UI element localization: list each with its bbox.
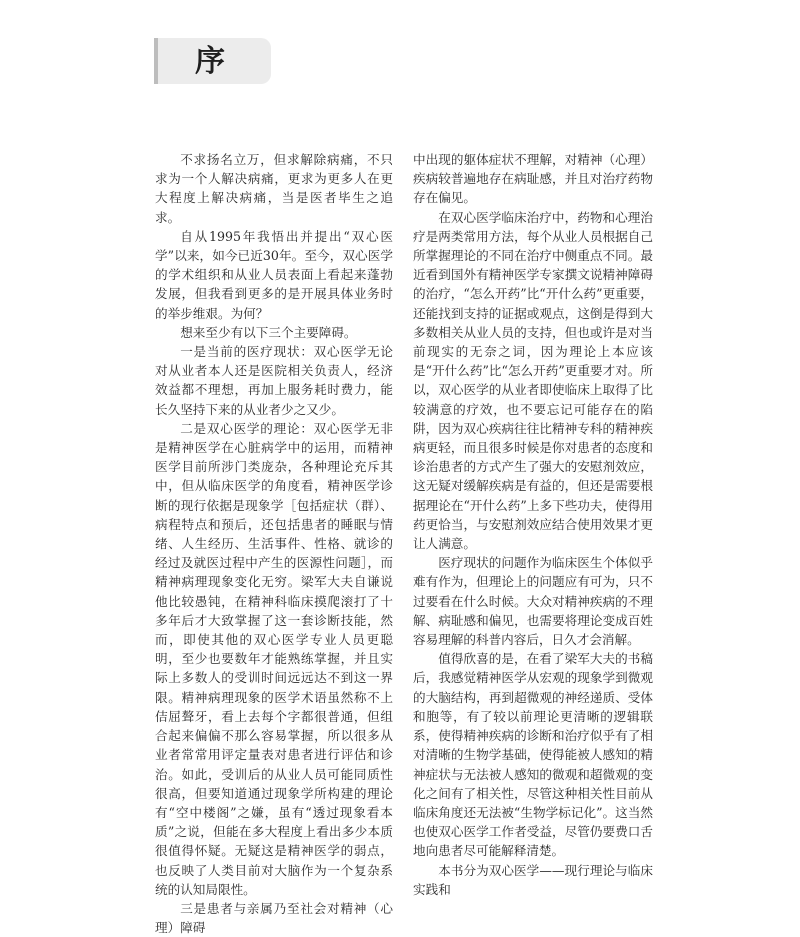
paragraph: 中出现的躯体症状不理解，对精神（心理）疾病较普遍地存在病耻感，并且对治疗药物存在偏见。	[413, 152, 653, 206]
right-column	[413, 150, 653, 897]
title-accent-bar	[154, 38, 158, 84]
paragraph: 想来至少有以下三个主要障碍。	[180, 324, 357, 340]
left-column	[155, 150, 393, 936]
paragraph: 在双心医学临床治疗中，药物和心理治疗是两类常用方法，每个从业人员根据自己所掌握理论的不同在治疗中侧重点不同。最近看到国外有精神医学专家撰文说精神障碍的治疗，“怎么开药”比“开什么药”更重要，还能找到支持的证据或观点，这倒是得到大多数相关从业人员的支持，但也或许是对当前现实的无奈之词，因为理论上本应该是“开什么药”比“怎么开药”更重要才对。所以，双心医学的从业者即使临床上取得了比较满意的疗效，也不要忘记可能存在的陷阱，因为双心疾病往往比精神专科的精神疾病更轻，而且很多时候是你对患者的态度和诊治患者的方式产生了强大的安慰剂效应，这无疑对缓解疾病是有益的，但还是需要根据理论在“开什么药”上多下些功夫，使得用药更恰当，与安慰剂效应结合使用效果才更让人满意。	[413, 209, 653, 552]
paragraph: 一是当前的医疗现状：双心医学无论对从业者本人还是医院相关负责人，经济效益都不理想，再加上服务耗时费力，能长久坚持下来的从业者少之又少。	[155, 344, 393, 417]
paragraph: 三是患者与亲属乃至社会对精神（心理）障碍	[155, 900, 393, 936]
paragraph: 医疗现状的问题作为临床医生个体似乎难有作为，但理论上的问题应有可为，只不过要看在什么时候。大众对精神疾病的不理解、病耻感和偏见，也需要将理论变成百姓容易理解的科普内容后，日久才会消解。	[413, 555, 653, 648]
paragraph: 自从1995年我悟出并提出“双心医学”以来，如今已近30年。至今，双心医学的学术组织和从业人员表面上看起来蓬勃发展，但我看到更多的是开展具体业务时的举步维艰。为何？	[155, 228, 393, 321]
paragraph: 不求扬名立万，但求解除病痛，不只求为一个人解决病痛，更求为更多人在更大程度上解决病痛，当是医者毕生之追求。	[155, 152, 393, 225]
paragraph: 二是双心医学的理论：双心医学无非是精神医学在心脏病学中的运用，而精神医学目前所涉门类庞杂，各种理论充斥其中，但从临床医学的角度看，精神医学诊断的现行依据是现象学［包括症状（群）、病程特点和预后，还包括患者的睡眠与情绪、人生经历、生活事件、性格、就诊的经过及就医过程中产生的医源性问题］，而精神病理现象变化无穷。梁军大夫自谦说他比较愚钝，在精神科临床摸爬滚打了十多年后才大致掌握了这一套诊断技能，然而，即使其他的双心医学专业人员更聪明，至少也要数年才能熟练掌握，并且实际上多数人的受训时间远远达不到这一界限。精神病理现象的医学术语虽然称不上佶屈聱牙，看上去每个字都很普通，但组合起来偏偏不那么容易掌握，所以很多从业者常常用评定量表对患者进行评估和诊治。如此，受训后的从业人员可能同质性很高，但要知道通过现象学所构建的理论有“空中楼阁”之嫌，虽有“透过现象看本质”之说，但能在多大程度上看出多少本质很值得怀疑。无疑这是精神医学的弱点，也反映了人类目前对大脑作为一个复杂系统的认知局限性。	[155, 420, 393, 897]
page-title: 序	[195, 44, 225, 79]
paragraph: 值得欣喜的是，在看了梁军大夫的书稿后，我感觉精神医学从宏观的现象学到微观的大脑结构，再到超微观的神经递质、受体和胞等，有了较以前理论更清晰的逻辑联系，使得精神疾病的诊断和治疗似乎有了相对清晰的生物学基础，使得能被人感知的精神症状与无法被人感知的微观和超微观的变化之间有了相关性，尽管这种相关性目前从临床角度还无法被“生物学标记化”。这当然也使双心医学工作者受益，尽管仍要费口舌地向患者尽可能解释清楚。	[413, 651, 653, 859]
paragraph: 本书分为双心医学——现行理论与临床实践和	[413, 862, 653, 897]
